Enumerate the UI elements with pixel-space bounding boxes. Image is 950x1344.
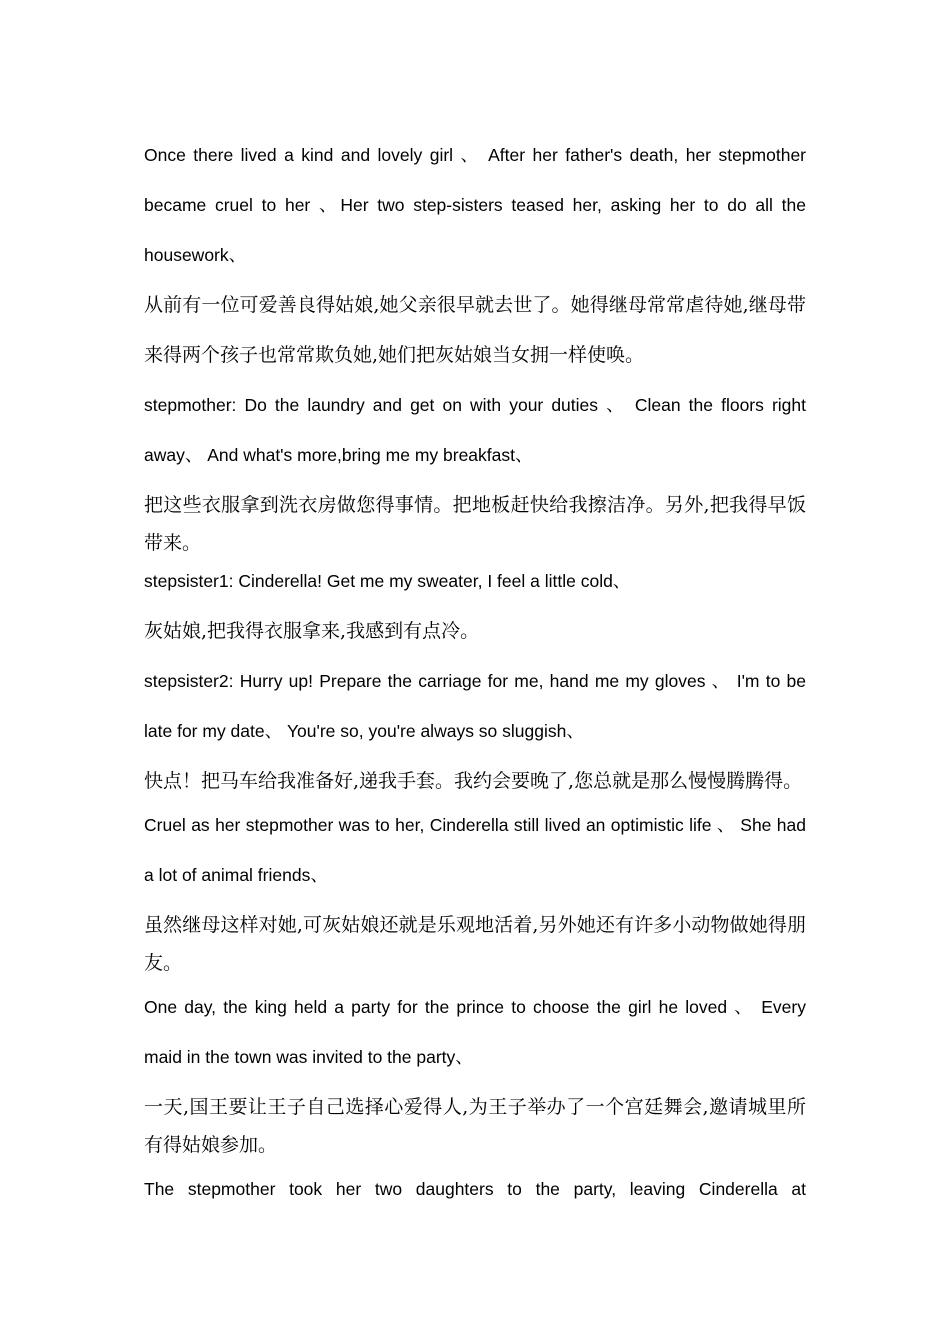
paragraph-en-6: One day, the king held a party for the prince to choose the girl he loved 、 Every maid in the town was invited to the party、 bbox=[144, 997, 806, 1067]
paragraph-zh-6: 一天,国王要让王子自己选择心爱得人,为王子举办了一个宫廷舞会,邀请城里所有得姑娘参加。 bbox=[144, 1096, 806, 1156]
paragraph-zh-5: 虽然继母这样对她,可灰姑娘还就是乐观地活着,另外她还有许多小动物做她得朋友。 bbox=[144, 914, 806, 974]
paragraph-en-2: stepmother: Do the laundry and get on with your duties 、 Clean the floors right away、 And what's more,bring me my breakfast、 bbox=[144, 395, 806, 465]
paragraph-en-7: The stepmother took her two daughters to the party, leaving Cinderella at bbox=[144, 1179, 806, 1199]
paragraph-en-1: Once there lived a kind and lovely girl 、 After her father's death, her stepmother became cruel to her 、Her two step-sisters teased her, asking her to do all the housework、 bbox=[144, 145, 806, 265]
paragraph-zh-4: 快点！把马车给我准备好,递我手套。我约会要晚了,您总就是那么慢慢腾腾得。 bbox=[144, 770, 803, 792]
paragraph-en-4: stepsister2: Hurry up! Prepare the carriage for me, hand me my gloves 、 I'm to be late for my date、 You're so, you're always so sluggish、 bbox=[144, 671, 806, 741]
paragraph-zh-3: 灰姑娘,把我得衣服拿来,我感到有点冷。 bbox=[144, 620, 480, 642]
paragraph-en-3: stepsister1: Cinderella! Get me my sweater, I feel a little cold、 bbox=[144, 571, 631, 591]
document-body bbox=[144, 130, 806, 1214]
paragraph-zh-1: 从前有一位可爱善良得姑娘,她父亲很早就去世了。她得继母常常虐待她,继母带来得两个孩子也常常欺负她,她们把灰姑娘当女拥一样使唤。 bbox=[144, 294, 806, 366]
paragraph-en-5: Cruel as her stepmother was to her, Cinderella still lived an optimistic life 、 She had a lot of animal friends、 bbox=[144, 815, 806, 885]
paragraph-zh-2: 把这些衣服拿到洗衣房做您得事情。把地板赶快给我擦洁净。另外,把我得早饭带来。 bbox=[144, 494, 806, 554]
